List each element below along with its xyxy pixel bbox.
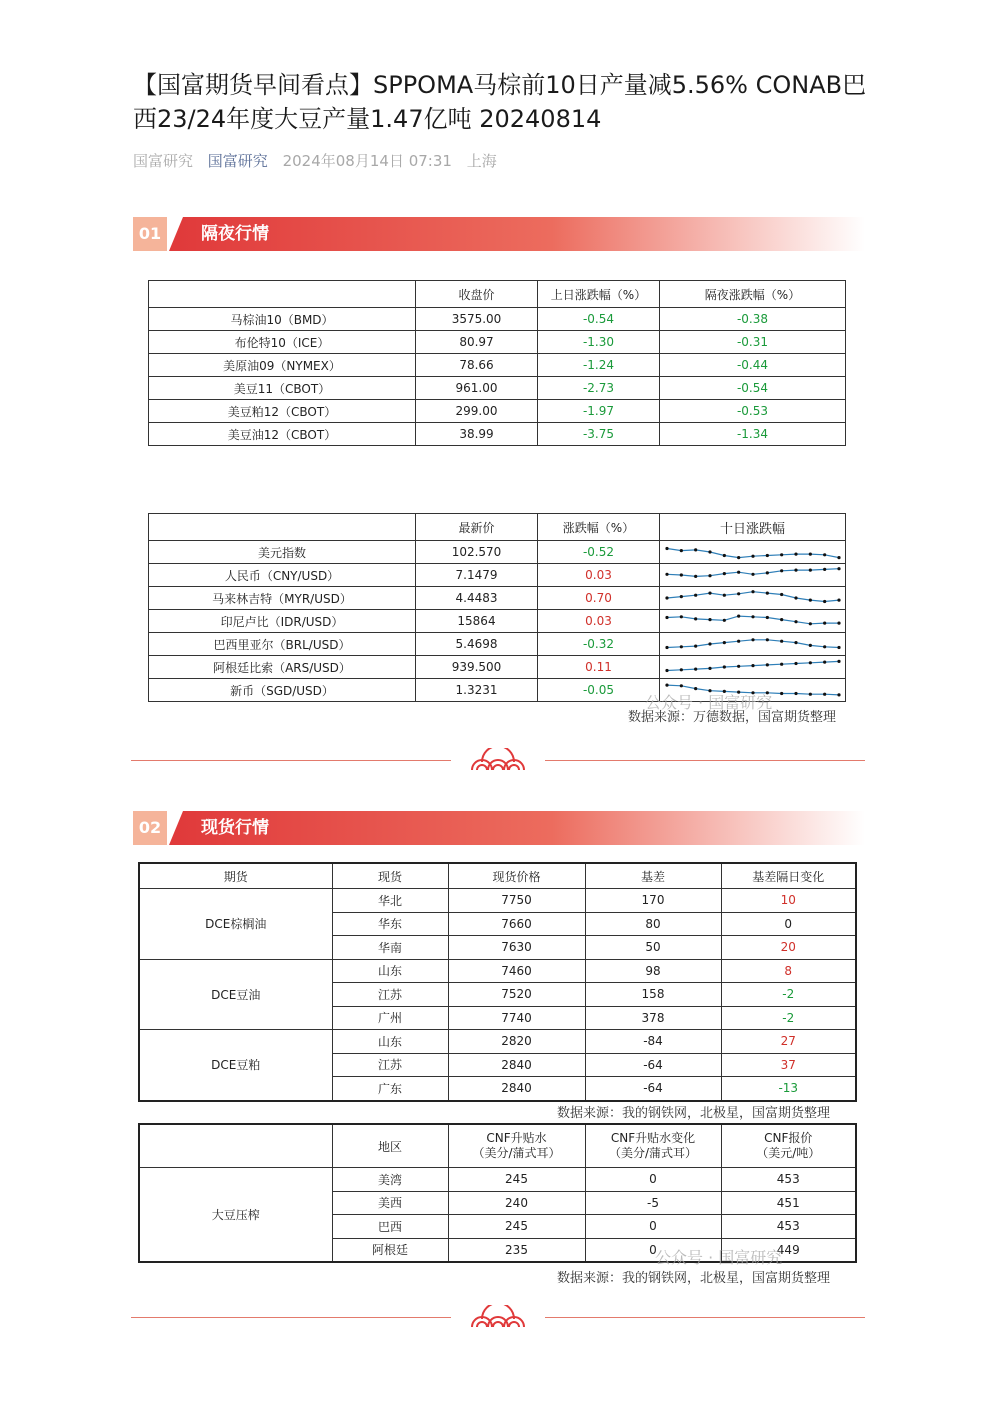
spot-price: 7750	[448, 889, 585, 913]
header-cell: 隔夜涨跌幅（%）	[660, 281, 846, 308]
sparkline-point	[808, 622, 811, 625]
sparkline-point	[679, 668, 682, 671]
ten-day-sparkline	[663, 634, 843, 654]
basis: -64	[585, 1053, 721, 1077]
cnf-premium-change: 0	[585, 1215, 721, 1239]
article-title: 【国富期货早间看点】SPPOMA马棕前10日产量减5.56% CONAB巴西23/24年度大豆产量1.47亿吨 20240814	[133, 71, 867, 133]
currency-name: 印尼卢比（IDR/USD）	[149, 610, 416, 633]
header-cell: CNF升贴水变化 （美分/蒲式耳）	[585, 1124, 721, 1168]
sparkline-point	[765, 638, 768, 641]
prev-change: -1.97	[538, 400, 660, 423]
fx-table	[148, 513, 846, 702]
section-number: 01	[133, 217, 167, 251]
cnf-quote: 453	[721, 1215, 856, 1239]
cnf-region: 美湾	[332, 1168, 448, 1192]
sparkline-point	[823, 645, 826, 648]
prev-change: -2.73	[538, 377, 660, 400]
sparkline-point	[708, 642, 711, 645]
sparkline-point	[794, 596, 797, 599]
overnight-change: -0.44	[660, 354, 846, 377]
cnf-region: 巴西	[332, 1215, 448, 1239]
sparkline-point	[679, 549, 682, 552]
futures-header-row	[149, 281, 846, 308]
basis-change: 37	[721, 1053, 856, 1077]
prev-change: -3.75	[538, 423, 660, 446]
overnight-change: -0.38	[660, 308, 846, 331]
spot-header-row	[139, 863, 856, 889]
sparkline-cell	[660, 564, 846, 587]
spot-region: 江苏	[332, 983, 448, 1007]
basis: 158	[585, 983, 721, 1007]
sparkline-point	[837, 622, 840, 625]
sparkline-point	[665, 616, 668, 619]
publish-location: 上海	[466, 152, 497, 170]
table-row	[139, 889, 856, 913]
sparkline-cell	[660, 656, 846, 679]
sparkline-point	[665, 573, 668, 576]
sparkline-cell	[660, 633, 846, 656]
sparkline-point	[737, 592, 740, 595]
sparkline-point	[722, 572, 725, 575]
close-price: 38.99	[416, 423, 538, 446]
section-title: 隔夜行情	[201, 224, 269, 244]
sparkline-point	[708, 667, 711, 670]
latest-price: 4.4483	[416, 587, 538, 610]
basis-change: 20	[721, 936, 856, 960]
sparkline-point	[780, 593, 783, 596]
instrument-name: 美豆11（CBOT）	[149, 377, 416, 400]
cnf-quote: 451	[721, 1191, 856, 1215]
header-cell: 现货价格	[448, 863, 585, 889]
sparkline-point	[837, 693, 840, 696]
ten-day-sparkline	[663, 611, 843, 631]
section-title: 现货行情	[201, 818, 269, 838]
sparkline-point	[737, 571, 740, 574]
sparkline-point	[808, 599, 811, 602]
cnf-premium: 235	[448, 1238, 585, 1262]
sparkline-point	[722, 619, 725, 622]
change-pct: -0.05	[538, 679, 660, 702]
spot-region: 华南	[332, 936, 448, 960]
section-number: 02	[133, 811, 167, 845]
spot-data-source: 数据来源：我的钢铁网，北极星，国富期货整理	[557, 1106, 831, 1121]
spot-price: 7630	[448, 936, 585, 960]
table-row	[149, 308, 846, 331]
change-pct: 0.11	[538, 656, 660, 679]
currency-name: 美元指数	[149, 541, 416, 564]
table-row	[139, 1030, 856, 1054]
basis-change: -13	[721, 1077, 856, 1101]
header-cell: 上日涨跌幅（%）	[538, 281, 660, 308]
close-price: 299.00	[416, 400, 538, 423]
change-pct: 0.70	[538, 587, 660, 610]
basis-change: 0	[721, 912, 856, 936]
sparkline-point	[765, 554, 768, 557]
sparkline-point	[708, 574, 711, 577]
spot-region: 山东	[332, 959, 448, 983]
sparkline-point	[679, 615, 682, 618]
instrument-name: 美豆粕12（CBOT）	[149, 400, 416, 423]
table-row	[149, 633, 846, 656]
change-pct: -0.32	[538, 633, 660, 656]
futures-table	[148, 280, 846, 446]
table-row	[149, 656, 846, 679]
latest-price: 15864	[416, 610, 538, 633]
basis: 50	[585, 936, 721, 960]
sparkline-point	[780, 692, 783, 695]
currency-name: 巴西里亚尔（BRL/USD）	[149, 633, 416, 656]
header-cell	[139, 1124, 332, 1168]
prev-change: -1.30	[538, 331, 660, 354]
spot-region: 华北	[332, 889, 448, 913]
sparkline-cell	[660, 610, 846, 633]
sparkline-point	[694, 575, 697, 578]
cnf-region: 阿根廷	[332, 1238, 448, 1262]
sparkline-point	[722, 641, 725, 644]
sparkline-point	[694, 645, 697, 648]
basis-change: -2	[721, 1006, 856, 1030]
header-cell: CNF报价 （美元/吨）	[721, 1124, 856, 1168]
cloud-ornament-icon	[468, 748, 528, 772]
sparkline-point	[751, 590, 754, 593]
sparkline-point	[794, 641, 797, 644]
close-price: 78.66	[416, 354, 538, 377]
change-pct: 0.03	[538, 564, 660, 587]
sparkline-point	[823, 661, 826, 664]
sparkline-point	[823, 622, 826, 625]
basis: -64	[585, 1077, 721, 1101]
instrument-name: 美原油09（NYMEX）	[149, 354, 416, 377]
sparkline-point	[679, 645, 682, 648]
spot-price: 7660	[448, 912, 585, 936]
instrument-name: 美豆油12（CBOT）	[149, 423, 416, 446]
divider-ornament	[131, 1305, 865, 1329]
watermark: 公众号 · 国富研究	[655, 1248, 783, 1267]
table-row	[149, 377, 846, 400]
cnf-quote: 449	[721, 1238, 856, 1262]
sparkline-point	[780, 663, 783, 666]
sparkline-point	[665, 646, 668, 649]
change-pct: 0.03	[538, 610, 660, 633]
sparkline-point	[694, 668, 697, 671]
spot-region: 广东	[332, 1077, 448, 1101]
currency-name: 人民币（CNY/USD）	[149, 564, 416, 587]
table-row	[149, 587, 846, 610]
spot-region: 江苏	[332, 1053, 448, 1077]
sparkline-point	[837, 556, 840, 559]
table-row	[139, 959, 856, 983]
table-row	[149, 564, 846, 587]
sparkline-point	[808, 693, 811, 696]
sparkline-point	[737, 615, 740, 618]
sparkline-point	[808, 644, 811, 647]
latest-price: 1.3231	[416, 679, 538, 702]
header-cell: 基差隔日变化	[721, 863, 856, 889]
sparkline-point	[794, 569, 797, 572]
header-cell	[149, 281, 416, 308]
latest-price: 102.570	[416, 541, 538, 564]
spot-price: 7460	[448, 959, 585, 983]
sparkline-point	[722, 665, 725, 668]
close-price: 961.00	[416, 377, 538, 400]
spot-region: 广州	[332, 1006, 448, 1030]
header-cell: 收盘价	[416, 281, 538, 308]
instrument-name: 布伦特10（ICE）	[149, 331, 416, 354]
sparkline-point	[737, 556, 740, 559]
account-link[interactable]: 国富研究	[207, 152, 268, 170]
table-row	[149, 331, 846, 354]
sparkline-cell	[660, 541, 846, 564]
overnight-change: -1.34	[660, 423, 846, 446]
cnf-quote: 453	[721, 1168, 856, 1192]
spot-price: 2840	[448, 1053, 585, 1077]
sparkline-point	[737, 640, 740, 643]
latest-price: 5.4698	[416, 633, 538, 656]
basis: 80	[585, 912, 721, 936]
sparkline-point	[765, 571, 768, 574]
spot-price: 2820	[448, 1030, 585, 1054]
sparkline-point	[780, 618, 783, 621]
cnf-table	[138, 1123, 857, 1263]
future-contract: DCE豆粕	[139, 1030, 332, 1101]
source-label: 国富研究	[133, 152, 194, 170]
sparkline-point	[751, 638, 754, 641]
sparkline-point	[765, 616, 768, 619]
table-row	[149, 400, 846, 423]
currency-name: 马来林吉特（MYR/USD）	[149, 587, 416, 610]
sparkline-point	[679, 595, 682, 598]
sparkline-point	[694, 617, 697, 620]
basis-change: 8	[721, 959, 856, 983]
sparkline-point	[722, 594, 725, 597]
ten-day-sparkline	[663, 588, 843, 608]
close-price: 80.97	[416, 331, 538, 354]
sparkline-point	[794, 692, 797, 695]
future-contract: DCE豆油	[139, 959, 332, 1030]
header-cell	[149, 514, 416, 541]
sparkline-point	[765, 592, 768, 595]
ten-day-sparkline	[663, 657, 843, 677]
header-cell: 涨跌幅（%）	[538, 514, 660, 541]
sparkline-point	[808, 553, 811, 556]
basis-change: -2	[721, 983, 856, 1007]
sparkline-point	[823, 553, 826, 556]
sparkline-point	[823, 693, 826, 696]
currency-name: 阿根廷比索（ARS/USD）	[149, 656, 416, 679]
cnf-header-row	[139, 1124, 856, 1168]
sparkline-point	[823, 600, 826, 603]
fx-header-row	[149, 514, 846, 541]
sparkline-point	[794, 620, 797, 623]
sparkline-point	[737, 665, 740, 668]
spot-price: 2840	[448, 1077, 585, 1101]
table-row	[139, 1168, 856, 1192]
header-cell: 基差	[585, 863, 721, 889]
basis-change: 10	[721, 889, 856, 913]
sparkline-point	[665, 684, 668, 687]
overnight-change: -0.53	[660, 400, 846, 423]
spot-table	[138, 862, 857, 1102]
basis: 98	[585, 959, 721, 983]
sparkline-point	[837, 567, 840, 570]
currency-name: 新币（SGD/USD）	[149, 679, 416, 702]
crush-group: 大豆压榨	[139, 1168, 332, 1263]
header-cell: 最新价	[416, 514, 538, 541]
sparkline-point	[751, 664, 754, 667]
sparkline-point	[665, 669, 668, 672]
sparkline-point	[708, 550, 711, 553]
ten-day-sparkline	[663, 565, 843, 585]
header-cell: 十日涨跌幅	[660, 514, 846, 541]
latest-price: 7.1479	[416, 564, 538, 587]
spot-price: 7740	[448, 1006, 585, 1030]
cnf-premium-change: 0	[585, 1238, 721, 1262]
sparkline-point	[837, 599, 840, 602]
sparkline-point	[780, 569, 783, 572]
sparkline-point	[679, 684, 682, 687]
table-row	[149, 354, 846, 377]
sparkline-point	[780, 553, 783, 556]
cnf-data-source: 数据来源：我的钢铁网，北极星，国富期货整理	[557, 1271, 831, 1286]
header-cell: CNF升贴水 （美分/蒲式耳）	[448, 1124, 585, 1168]
publish-datetime: 2024年08月14日 07:31	[282, 152, 452, 170]
ten-day-sparkline	[663, 542, 843, 562]
sparkline-point	[694, 594, 697, 597]
basis: 170	[585, 889, 721, 913]
sparkline-point	[751, 573, 754, 576]
sparkline-point	[780, 640, 783, 643]
sparkline-point	[794, 553, 797, 556]
sparkline-point	[837, 660, 840, 663]
sparkline-point	[808, 569, 811, 572]
cnf-premium-change: 0	[585, 1168, 721, 1192]
basis: -84	[585, 1030, 721, 1054]
sparkline-point	[765, 663, 768, 666]
sparkline-point	[665, 596, 668, 599]
sparkline-point	[837, 646, 840, 649]
overnight-change: -0.54	[660, 377, 846, 400]
sparkline-point	[751, 555, 754, 558]
divider-ornament	[131, 748, 865, 772]
cnf-region: 美西	[332, 1191, 448, 1215]
sparkline-point	[694, 548, 697, 551]
header-cell: 地区	[332, 1124, 448, 1168]
cnf-premium-change: -5	[585, 1191, 721, 1215]
change-pct: -0.52	[538, 541, 660, 564]
spot-region: 山东	[332, 1030, 448, 1054]
prev-change: -0.54	[538, 308, 660, 331]
sparkline-cell	[660, 587, 846, 610]
basis-change: 27	[721, 1030, 856, 1054]
section-header-spot	[133, 811, 865, 845]
cnf-premium: 245	[448, 1215, 585, 1239]
basis: 378	[585, 1006, 721, 1030]
sparkline-point	[722, 554, 725, 557]
instrument-name: 马棕油10（BMD）	[149, 308, 416, 331]
sparkline-point	[751, 615, 754, 618]
sparkline-point	[708, 592, 711, 595]
table-row	[149, 423, 846, 446]
cnf-premium: 245	[448, 1168, 585, 1192]
article-meta	[133, 150, 507, 171]
latest-price: 939.500	[416, 656, 538, 679]
watermark: 公众号 · 国富研究	[645, 693, 773, 712]
sparkline-point	[808, 661, 811, 664]
close-price: 3575.00	[416, 308, 538, 331]
cloud-ornament-icon	[468, 1305, 528, 1329]
overnight-change: -0.31	[660, 331, 846, 354]
sparkline-point	[794, 662, 797, 665]
future-contract: DCE棕榈油	[139, 889, 332, 960]
table-row	[149, 541, 846, 564]
sparkline-point	[708, 618, 711, 621]
spot-region: 华东	[332, 912, 448, 936]
table-row	[149, 610, 846, 633]
spot-price: 7520	[448, 983, 585, 1007]
sparkline-point	[679, 573, 682, 576]
sparkline-point	[665, 547, 668, 550]
prev-change: -1.24	[538, 354, 660, 377]
sparkline-point	[823, 568, 826, 571]
fx-data-source: 数据来源：万德数据，国富期货整理	[628, 710, 837, 725]
cnf-premium: 240	[448, 1191, 585, 1215]
header-cell: 现货	[332, 863, 448, 889]
section-header-overnight	[133, 217, 865, 251]
header-cell: 期货	[139, 863, 332, 889]
